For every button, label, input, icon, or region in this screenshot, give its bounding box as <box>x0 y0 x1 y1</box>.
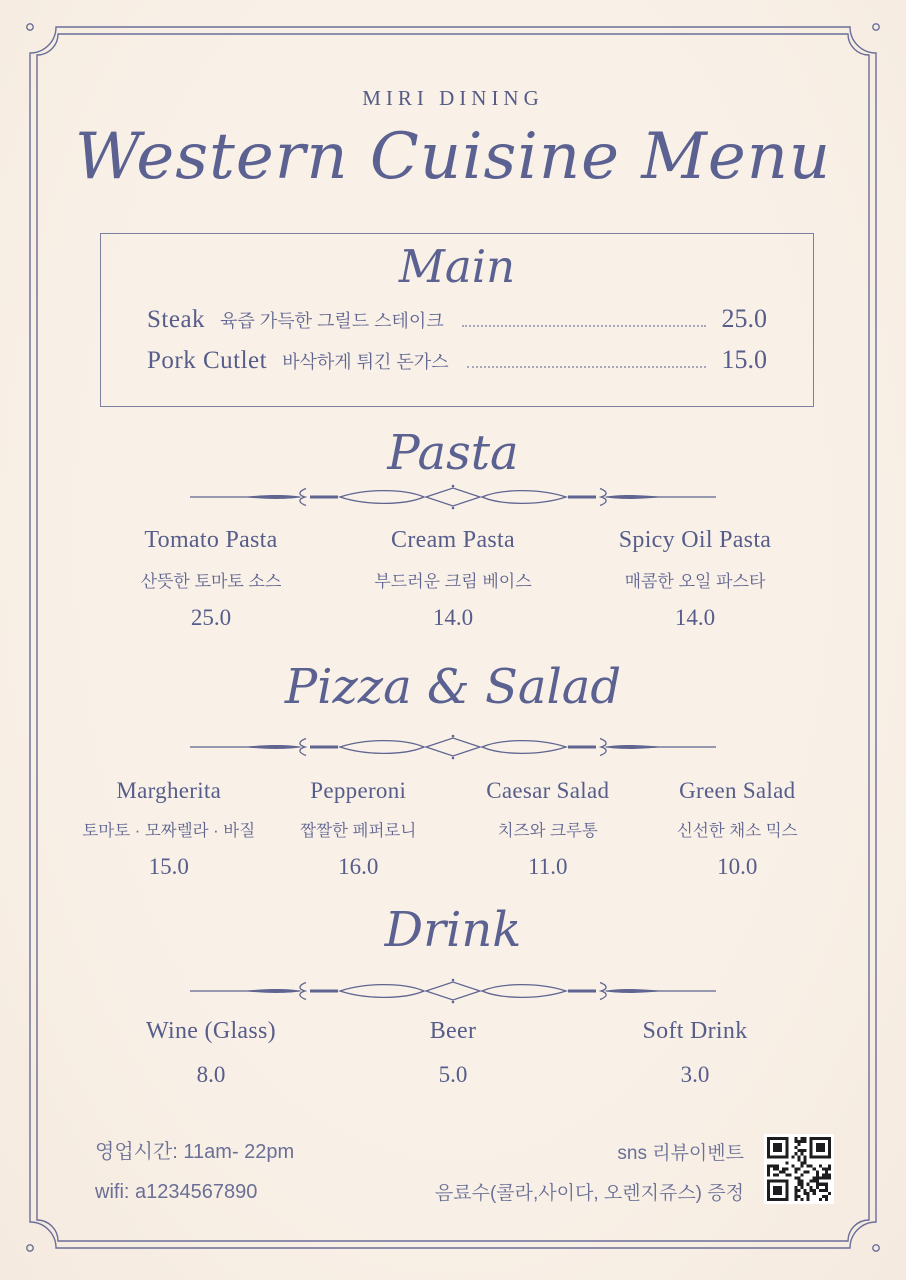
menu-card <box>74 778 264 880</box>
item-name: Steak <box>147 306 206 333</box>
divider-ornament <box>188 484 718 510</box>
divider-ornament <box>188 978 718 1004</box>
item-name: Cream Pasta <box>391 527 515 553</box>
menu-card <box>264 778 454 880</box>
footer-event <box>435 1134 744 1214</box>
menu-card <box>90 527 332 631</box>
menu-card <box>574 527 816 631</box>
menu-card <box>574 1018 816 1088</box>
dotted-leader <box>462 325 706 327</box>
item-name: Caesar Salad <box>486 778 610 803</box>
menu-card <box>453 778 643 880</box>
item-desc: 육즙 가득한 그릴드 스테이크 <box>220 311 444 331</box>
item-price: 25.0 <box>721 304 767 333</box>
item-name: Green Salad <box>679 778 796 803</box>
qr-code-icon <box>764 1134 834 1204</box>
footer-event-line2: 음료수(콜라,사이다, 오렌지쥬스) 증정 <box>434 1183 744 1204</box>
menu-card <box>90 1018 332 1088</box>
item-price: 3.0 <box>680 1062 710 1087</box>
menu-card <box>332 1018 574 1088</box>
item-desc: 토마토 · 모짜렐라 · 바질 <box>82 822 256 840</box>
section-heading-main: Main <box>398 240 516 293</box>
item-name: Pork Cutlet <box>147 347 268 374</box>
item-price: 15.0 <box>148 854 189 879</box>
footer-event-line1: sns 리뷰이벤트 <box>617 1143 744 1164</box>
pasta-grid <box>90 527 816 631</box>
item-name: Tomato Pasta <box>144 527 278 553</box>
main-section-box <box>100 233 814 407</box>
divider-ornament <box>188 734 718 760</box>
item-desc: 바삭하게 튀긴 돈가스 <box>282 352 449 372</box>
item-name: Soft Drink <box>642 1018 748 1044</box>
item-name: Margherita <box>116 778 222 803</box>
item-price: 5.0 <box>438 1062 468 1087</box>
pizza-salad-grid <box>74 778 832 880</box>
section-heading-drink: Drink <box>384 902 522 958</box>
item-desc: 치즈와 크루통 <box>497 822 598 840</box>
menu-item-row <box>147 345 767 386</box>
item-price: 8.0 <box>196 1062 226 1087</box>
section-heading-pizza-salad: Pizza & Salad <box>284 659 622 715</box>
main-item-list <box>147 304 767 386</box>
section-heading-pasta: Pasta <box>387 425 519 481</box>
item-price: 10.0 <box>717 854 758 879</box>
footer-wifi: wifi: a1234567890 <box>95 1181 258 1203</box>
item-price: 15.0 <box>721 345 767 374</box>
item-desc: 신선한 채소 믹스 <box>676 822 798 840</box>
menu-title: Western Cuisine Menu <box>74 120 832 194</box>
item-name: Wine (Glass) <box>146 1018 276 1044</box>
menu-card <box>643 778 833 880</box>
item-price: 11.0 <box>528 854 568 879</box>
item-price: 25.0 <box>190 605 232 630</box>
item-price: 14.0 <box>432 605 474 630</box>
item-price: 16.0 <box>338 854 379 879</box>
item-name: Pepperoni <box>310 778 407 803</box>
item-name: Spicy Oil Pasta <box>618 527 772 553</box>
drink-grid <box>90 1018 816 1088</box>
footer-hours: 영업시간: 11am- 22pm <box>95 1141 295 1163</box>
item-desc: 산뜻한 토마토 소스 <box>140 572 282 591</box>
footer-info <box>95 1132 294 1212</box>
menu-card <box>332 527 574 631</box>
item-desc: 매콤한 오일 파스타 <box>624 572 766 591</box>
menu-item-row <box>147 304 767 345</box>
item-desc: 부드러운 크림 베이스 <box>374 572 532 591</box>
dotted-leader <box>467 366 706 368</box>
brand-text: MIRI DINING <box>362 86 544 110</box>
item-name: Beer <box>429 1018 477 1044</box>
item-price: 14.0 <box>674 605 716 630</box>
item-desc: 짭짤한 페퍼로니 <box>300 822 417 840</box>
